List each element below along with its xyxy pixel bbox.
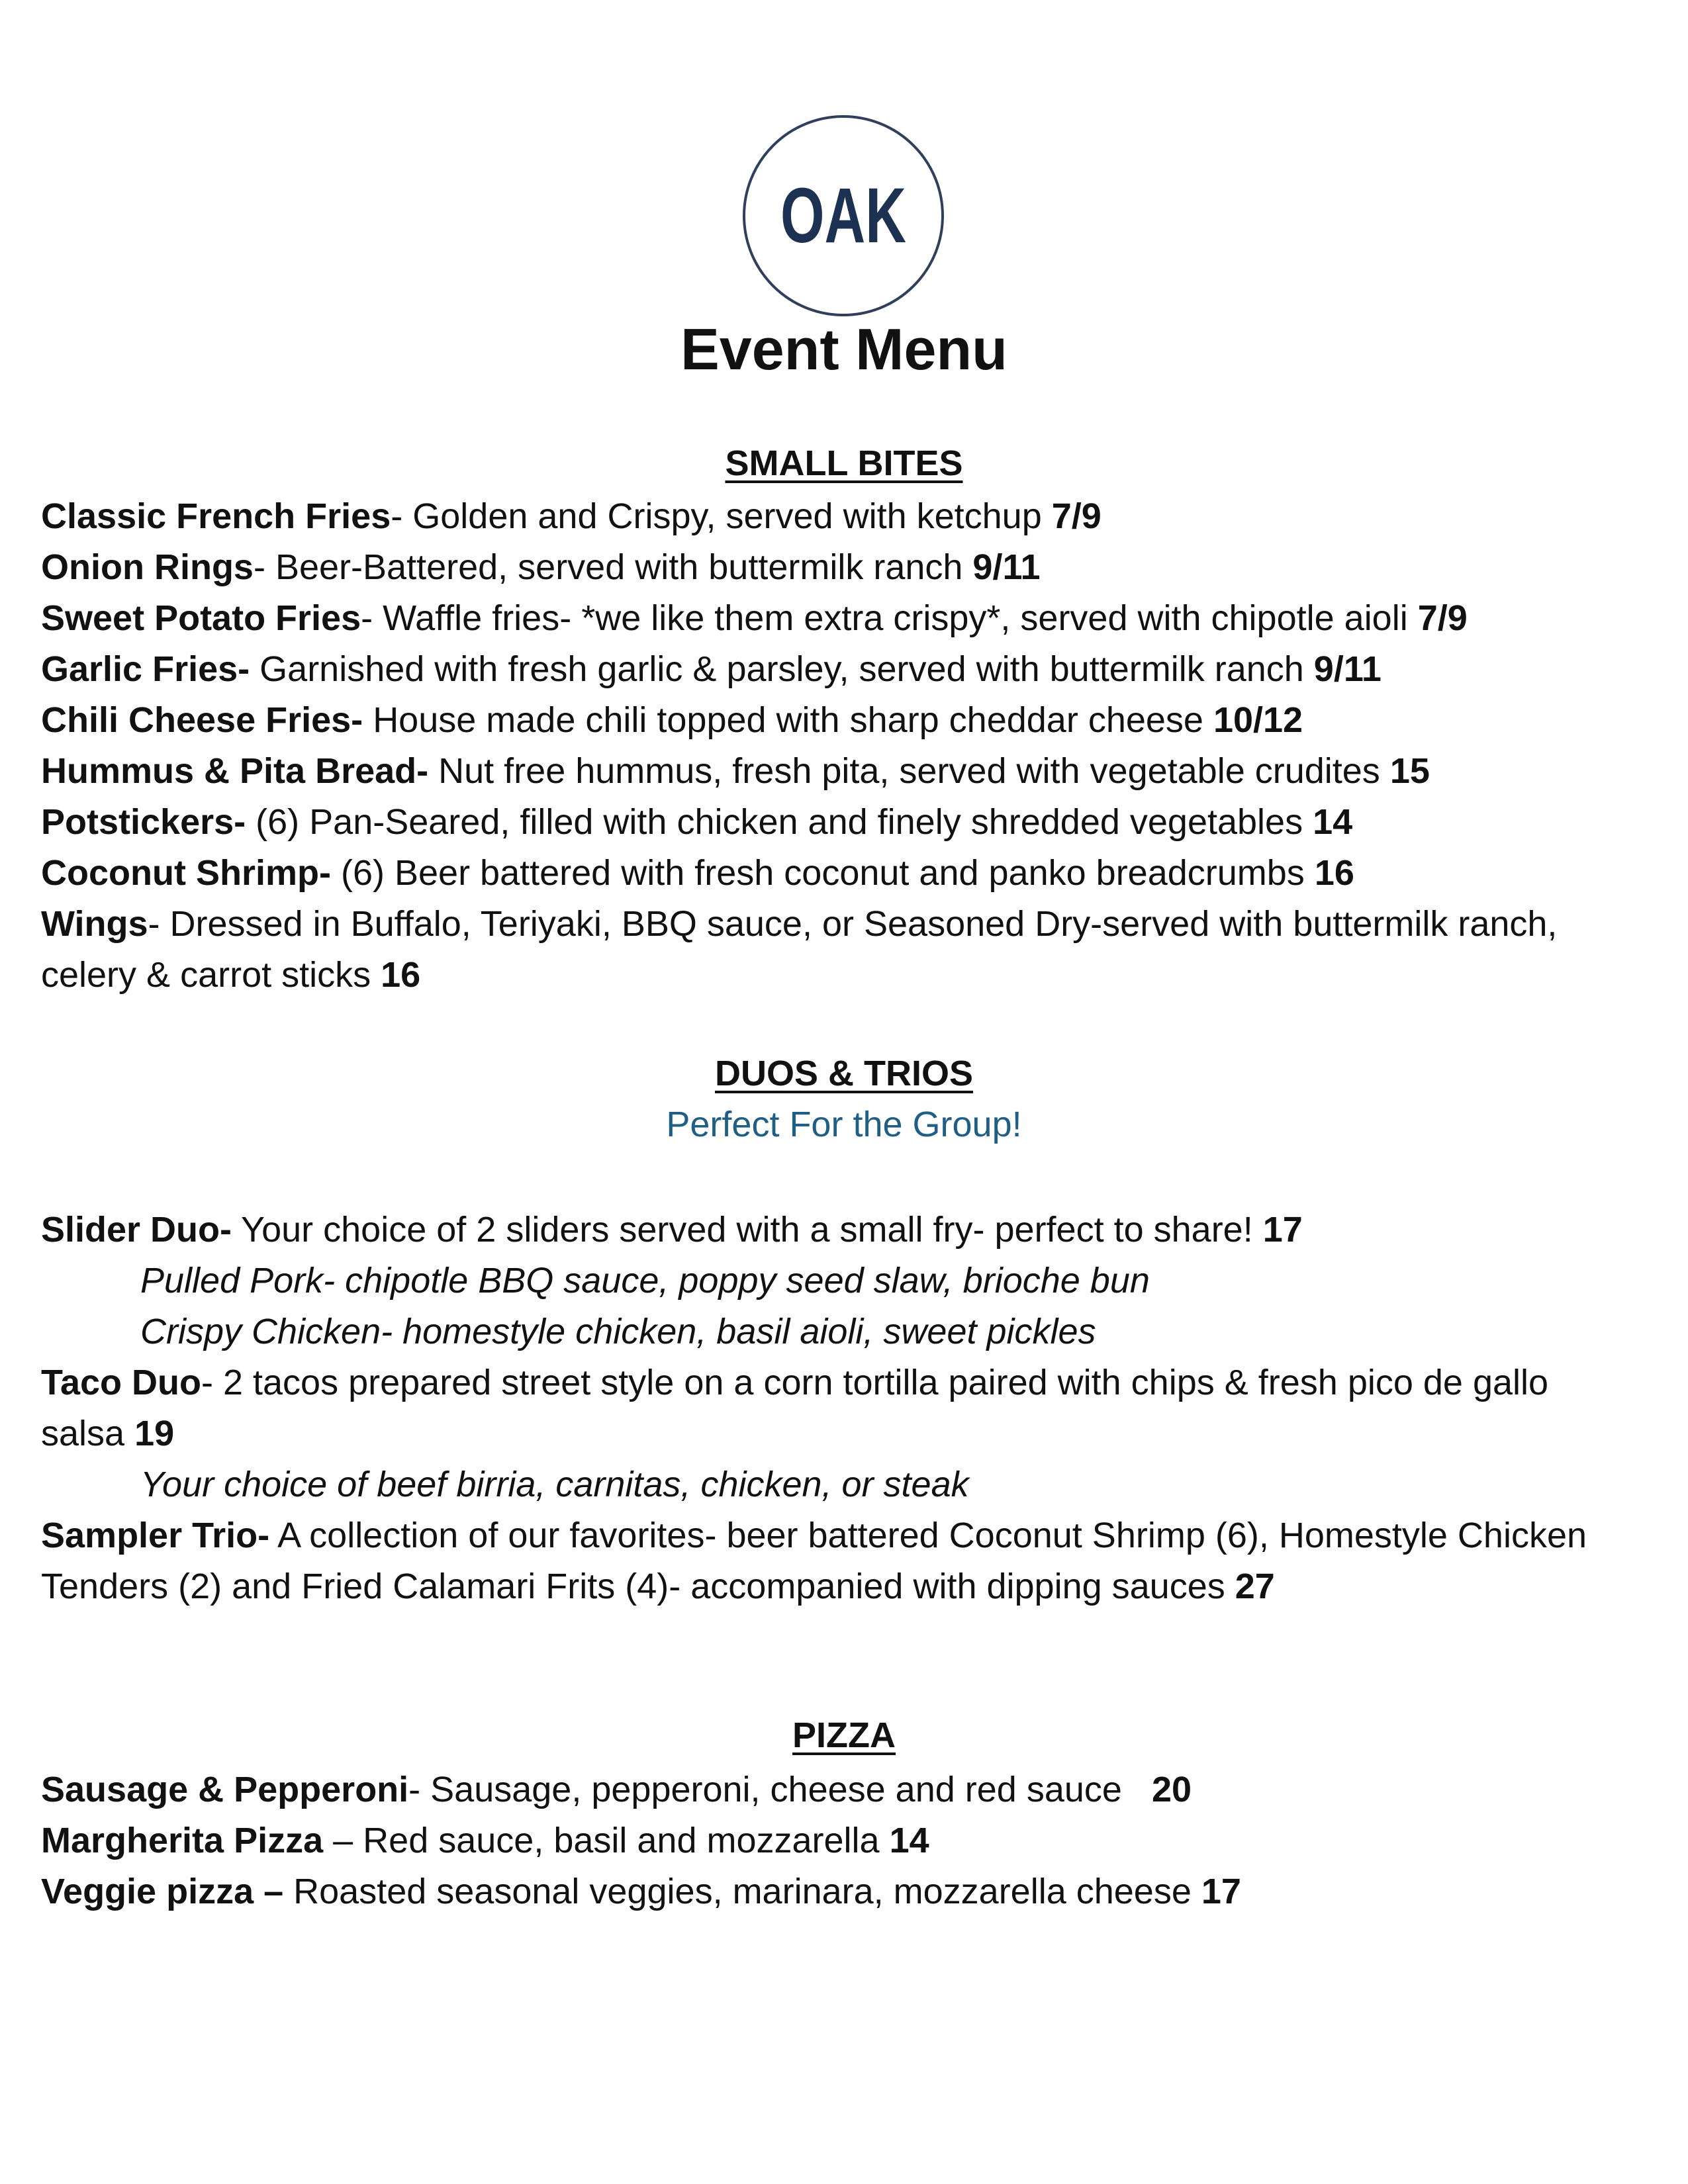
item-price: 15 <box>1389 751 1430 791</box>
menu-item-coconut-shrimp <box>41 848 1643 899</box>
item-sep <box>363 700 373 740</box>
item-name: Margherita Pizza <box>41 1821 324 1860</box>
menu-item-taco-duo <box>41 1357 1590 1459</box>
item-desc: Waffle fries- *we like them extra crispy*, served with chipotle aioli <box>383 598 1418 638</box>
item-name: Hummus & Pita Bread- <box>41 751 429 791</box>
item-desc: Nut free hummus, fresh pita, served with vegetable crudites <box>438 751 1390 791</box>
taco-option: Your choice of beef birria, carnitas, chicken, or steak <box>140 1465 969 1504</box>
item-sep <box>250 649 259 689</box>
item-price: 7/9 <box>1417 598 1468 638</box>
item-desc: Golden and Crispy, served with ketchup <box>412 496 1052 536</box>
menu-item-margherita-pizza <box>41 1815 1643 1866</box>
item-sep: - <box>361 598 383 638</box>
menu-item-hummus-pita <box>41 746 1643 797</box>
menu-item-onion-rings <box>41 542 1643 593</box>
menu-item-chili-cheese-fries <box>41 695 1643 746</box>
item-desc: Dressed in Buffalo, Teriyaki, BBQ sauce, or Seasoned Dry-served with buttermilk ranch, celery & carrot sticks <box>41 904 1558 995</box>
item-name: Classic French Fries <box>41 496 391 536</box>
item-sep <box>331 853 341 893</box>
item-price: 7/9 <box>1051 496 1102 536</box>
item-desc: (6) Pan-Seared, filled with chicken and finely shredded vegetables <box>256 802 1313 842</box>
item-desc: – Red sauce, basil and mozzarella <box>323 1821 890 1860</box>
item-name: Onion Rings <box>41 547 254 587</box>
item-desc: Your choice of 2 sliders served with a small fry- perfect to share! <box>232 1210 1263 1250</box>
section-heading-small-bites: SMALL BITES <box>725 443 963 483</box>
item-sep: - <box>148 904 170 944</box>
item-name: Chili Cheese Fries- <box>41 700 363 740</box>
item-desc: Garnished with fresh garlic & parsley, served with buttermilk ranch <box>259 649 1314 689</box>
item-desc: A collection of our favorites- beer battered Coconut Shrimp (6), Homestyle Chicken Tenders (2) and Fried Calamari Frits (4)- accompanied with dipping sauces <box>41 1516 1587 1606</box>
item-name: Veggie pizza – <box>41 1872 284 1911</box>
item-price: 20 <box>1151 1770 1192 1809</box>
item-sep <box>246 802 256 842</box>
page-title: Event Menu <box>680 316 1008 382</box>
item-name: Wings <box>41 904 148 944</box>
slider-option-crispy-chicken: Crispy Chicken- homestyle chicken, basil aioli, sweet pickles <box>140 1312 1096 1351</box>
slider-option-pulled-pork: Pulled Pork- chipotle BBQ sauce, poppy seed slaw, brioche bun <box>140 1261 1150 1300</box>
item-desc: - 2 tacos prepared street style on a corn tortilla paired with chips & fresh pico de gallo salsa <box>41 1363 1549 1453</box>
menu-item-slider-duo <box>41 1205 1643 1255</box>
item-name: Sampler Trio- <box>41 1516 270 1555</box>
item-name: Sweet Potato Fries <box>41 598 361 638</box>
section-heading-duos-trios: DUOS & TRIOS <box>714 1054 974 1093</box>
item-desc: - Sausage, pepperoni, cheese and red sauce <box>408 1770 1152 1809</box>
item-price: 17 <box>1201 1872 1241 1911</box>
item-name: Coconut Shrimp- <box>41 853 331 893</box>
menu-item-sampler-trio <box>41 1510 1590 1612</box>
menu-item-wings <box>41 899 1590 1001</box>
menu-item-garlic-fries <box>41 644 1643 695</box>
item-sep: - <box>253 547 275 587</box>
logo-text: OAK <box>780 172 906 259</box>
section-heading-pizza: PIZZA <box>792 1715 896 1755</box>
item-price: 27 <box>1235 1567 1275 1606</box>
menu-item-potstickers <box>41 797 1643 848</box>
item-price: 14 <box>1313 802 1353 842</box>
menu-item-veggie-pizza <box>41 1866 1643 1917</box>
item-name: Garlic Fries- <box>41 649 250 689</box>
item-desc: (6) Beer battered with fresh coconut and panko breadcrumbs <box>340 853 1315 893</box>
item-name: Sausage & Pepperoni <box>41 1770 409 1809</box>
item-desc: Beer-Battered, served with buttermilk ranch <box>275 547 973 587</box>
item-price: 16 <box>1314 853 1354 893</box>
item-price: 17 <box>1262 1210 1303 1250</box>
item-name: Taco Duo <box>41 1363 201 1402</box>
item-price: 14 <box>889 1821 929 1860</box>
menu-item-sausage-pepperoni <box>41 1764 1643 1815</box>
item-price: 10/12 <box>1213 700 1303 740</box>
item-name: Potstickers- <box>41 802 246 842</box>
item-price: 9/11 <box>1313 649 1382 689</box>
item-price: 16 <box>381 955 421 995</box>
oak-logo <box>740 113 947 319</box>
item-desc: Roasted seasonal veggies, marinara, mozzarella cheese <box>283 1872 1201 1911</box>
menu-item-classic-french-fries <box>41 491 1643 542</box>
item-price: 19 <box>134 1414 175 1453</box>
menu-item-sweet-potato-fries <box>41 593 1643 644</box>
item-sep <box>428 751 438 791</box>
item-desc: House made chili topped with sharp cheddar cheese <box>373 700 1213 740</box>
item-sep: - <box>391 496 413 536</box>
item-price: 9/11 <box>972 547 1041 587</box>
section-subheading-duos-trios: Perfect For the Group! <box>666 1105 1022 1144</box>
item-name: Slider Duo- <box>41 1210 232 1250</box>
